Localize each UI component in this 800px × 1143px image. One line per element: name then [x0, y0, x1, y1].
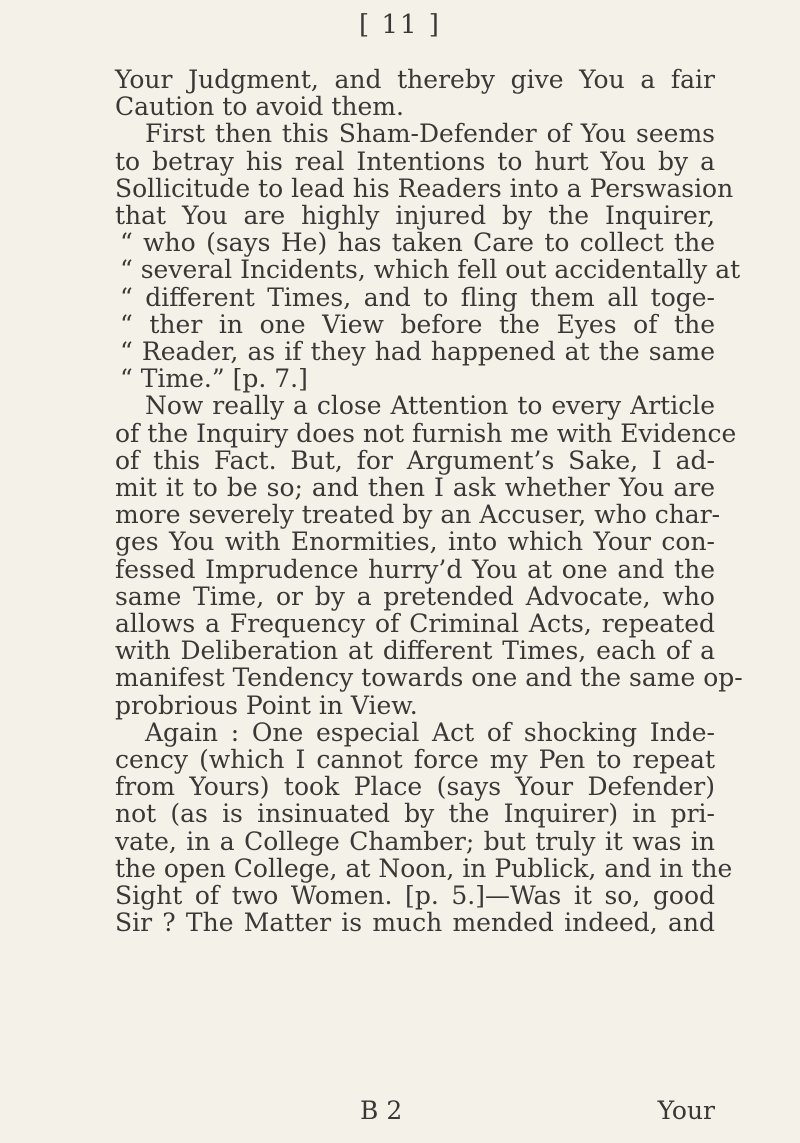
- text-line: “ Reader, as if they had happened at the same: [120, 337, 715, 367]
- page-footer: [115, 1096, 715, 1125]
- text-line: manifest Tendency towards one and the same op-: [115, 663, 743, 693]
- text-line: Caution to avoid them.: [115, 92, 404, 122]
- text-line: more severely treated by an Accuser, who char-: [115, 500, 721, 530]
- text-line: vate, in a College Chamber; but truly it was in: [115, 826, 715, 856]
- text-line: “ several Incidents, which fell out accidentally at: [120, 255, 741, 285]
- catchword: Your: [657, 1096, 715, 1125]
- text-line: Sir ? The Matter is much mended indeed, and: [115, 908, 715, 938]
- text-line: cency (which I cannot force my Pen to repeat: [115, 745, 715, 775]
- signature-mark: B 2: [360, 1096, 403, 1125]
- text-line: First then this Sham-Defender of You seems: [145, 119, 715, 149]
- page-number-header: [ 11 ]: [359, 10, 441, 40]
- text-line: of this Fact. But, for Argument’s Sake, I ad-: [115, 445, 715, 475]
- text-line: fessed Imprudence hurry’d You at one and the: [115, 554, 715, 584]
- text-line: to betray his real Intentions to hurt You by a: [115, 146, 715, 176]
- body-text: [115, 65, 743, 938]
- text-line: Again : One especial Act of shocking Inde-: [145, 717, 715, 747]
- text-line: mit it to be so; and then I ask whether You are: [115, 473, 715, 503]
- text-line: of the Inquiry does not furnish me with Evidence: [115, 418, 737, 448]
- text-line: Your Judgment, and thereby give You a fair: [115, 65, 715, 94]
- text-line: not (as is insinuated by the Inquirer) in pri-: [115, 799, 715, 829]
- text-line: same Time, or by a pretended Advocate, who: [115, 581, 715, 611]
- text-line: allows a Frequency of Criminal Acts, repeated: [115, 609, 715, 639]
- text-line: “ Time.” [p. 7.]: [120, 364, 308, 394]
- text-line: Sight of two Women. [p. 5.]—Was it so, good: [115, 881, 715, 911]
- text-line: with Deliberation at different Times, each of a: [115, 636, 715, 666]
- text-line: ges You with Enormities, into which Your con-: [115, 527, 715, 557]
- text-line: the open College, at Noon, in Publick, and in the: [115, 853, 733, 883]
- text-line: “ different Times, and to fling them all toge-: [120, 282, 715, 312]
- text-line: Now really a close Attention to every Article: [145, 391, 715, 421]
- text-line: “ ther in one View before the Eyes of the: [120, 309, 715, 339]
- text-line: that You are highly injured by the Inquirer,: [115, 201, 715, 231]
- text-line: probrious Point in View.: [115, 690, 418, 720]
- text-line: Sollicitude to lead his Readers into a Perswasion: [115, 173, 734, 203]
- text-line: from Yours) took Place (says Your Defender): [115, 772, 715, 802]
- text-line: “ who (says He) has taken Care to collect the: [120, 228, 715, 258]
